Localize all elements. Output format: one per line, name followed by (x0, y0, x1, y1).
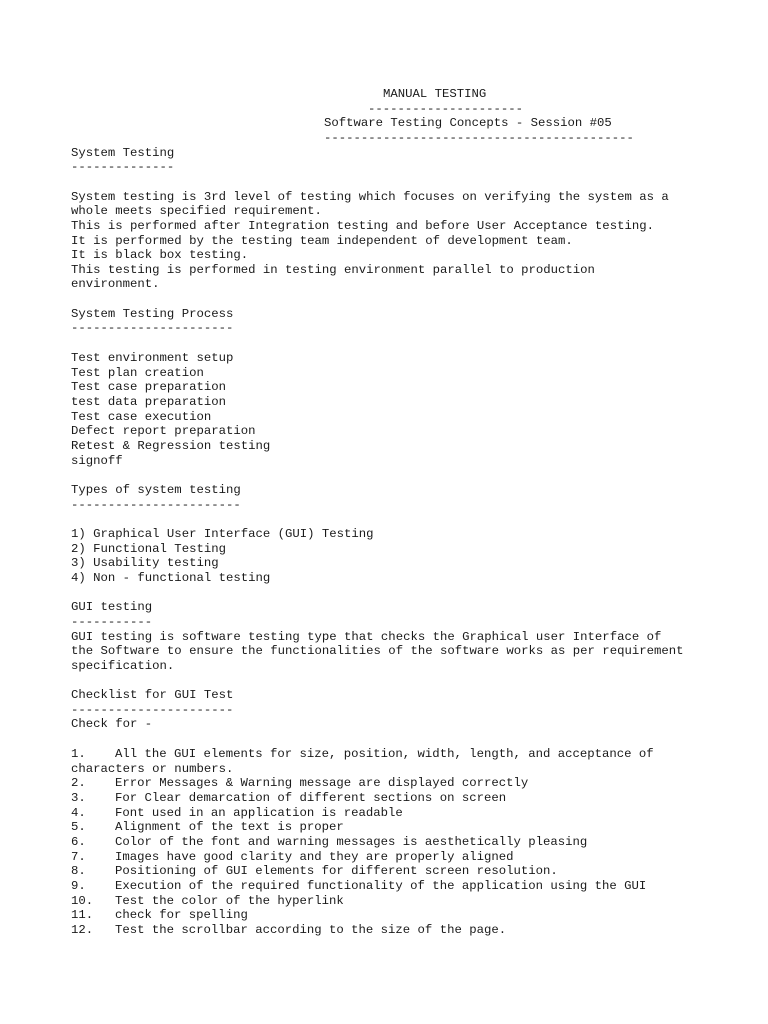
document-subtitle: Software Testing Concepts - Session #05 (324, 116, 612, 130)
list-item: Test environment setup (71, 351, 234, 365)
section-heading-types: Types of system testing (71, 483, 241, 497)
checklist-number: 10. (71, 894, 94, 908)
checklist-text: All the GUI elements for size, position, width, length, and acceptance of (115, 747, 654, 761)
list-item: 3) Usability testing (71, 556, 219, 570)
paragraph-line: It is black box testing. (71, 248, 249, 262)
checklist-number: 3. (71, 791, 86, 805)
section-underline: ----------------------- (71, 498, 241, 512)
list-item: Retest & Regression testing (71, 439, 271, 453)
section-underline: ----------- (71, 615, 153, 629)
section-heading-system-testing: System Testing (71, 146, 175, 160)
list-item: signoff (71, 454, 123, 468)
list-item: Defect report preparation (71, 424, 256, 438)
checklist-text: Execution of the required functionality of the application using the GUI (115, 879, 647, 893)
list-item: 4) Non - functional testing (71, 571, 271, 585)
paragraph-line: This testing is performed in testing environment parallel to production (71, 263, 595, 277)
title-underline: --------------------- (368, 102, 523, 116)
list-item: 2) Functional Testing (71, 542, 226, 556)
checklist-text: Color of the font and warning messages is aesthetically pleasing (115, 835, 588, 849)
paragraph-line: System testing is 3rd level of testing which focuses on verifying the system as a (71, 190, 669, 204)
checklist-number: 5. (71, 820, 86, 834)
subtitle-underline: ------------------------------------------ (324, 131, 634, 145)
checklist-text: Error Messages & Warning message are displayed correctly (115, 776, 529, 790)
section-heading-checklist: Checklist for GUI Test (71, 688, 234, 702)
checklist-text: Alignment of the text is proper (115, 820, 344, 834)
checklist-number: 11. (71, 908, 94, 922)
checklist-number: 8. (71, 864, 86, 878)
paragraph-line: environment. (71, 277, 160, 291)
checklist-text: Test the scrollbar according to the size of the page. (115, 923, 507, 937)
checklist-number: 9. (71, 879, 86, 893)
list-item: Test case preparation (71, 380, 226, 394)
paragraph-line: the Software to ensure the functionalities of the software works as per requirement (71, 644, 684, 658)
section-heading-process: System Testing Process (71, 307, 234, 321)
checklist-number: 6. (71, 835, 86, 849)
checklist-text: Font used in an application is readable (115, 806, 403, 820)
checklist-text: check for spelling (115, 908, 248, 922)
checklist-number: 12. (71, 923, 94, 937)
checklist-number: 1. (71, 747, 86, 761)
paragraph-line: specification. (71, 659, 175, 673)
section-underline: ---------------------- (71, 321, 234, 335)
section-underline: ---------------------- (71, 703, 234, 717)
paragraph-line: It is performed by the testing team independent of development team. (71, 234, 573, 248)
checklist-number: 7. (71, 850, 86, 864)
checklist-text: For Clear demarcation of different sections on screen (115, 791, 507, 805)
paragraph-line: This is performed after Integration testing and before User Acceptance testing. (71, 219, 654, 233)
checklist-text: Images have good clarity and they are properly aligned (115, 850, 514, 864)
checklist-text-continuation: characters or numbers. (71, 762, 234, 776)
checklist-number: 2. (71, 776, 86, 790)
checklist-intro: Check for - (71, 717, 153, 731)
checklist-text: Test the color of the hyperlink (115, 894, 344, 908)
list-item: 1) Graphical User Interface (GUI) Testing (71, 527, 374, 541)
section-underline: -------------- (71, 160, 175, 174)
list-item: Test case execution (71, 410, 212, 424)
checklist-text: Positioning of GUI elements for different screen resolution. (115, 864, 558, 878)
checklist-number: 4. (71, 806, 86, 820)
paragraph-line: whole meets specified requirement. (71, 204, 322, 218)
list-item: Test plan creation (71, 366, 204, 380)
list-item: test data preparation (71, 395, 226, 409)
document-title: MANUAL TESTING (383, 87, 487, 101)
section-heading-gui: GUI testing (71, 600, 153, 614)
paragraph-line: GUI testing is software testing type that checks the Graphical user Interface of (71, 630, 662, 644)
